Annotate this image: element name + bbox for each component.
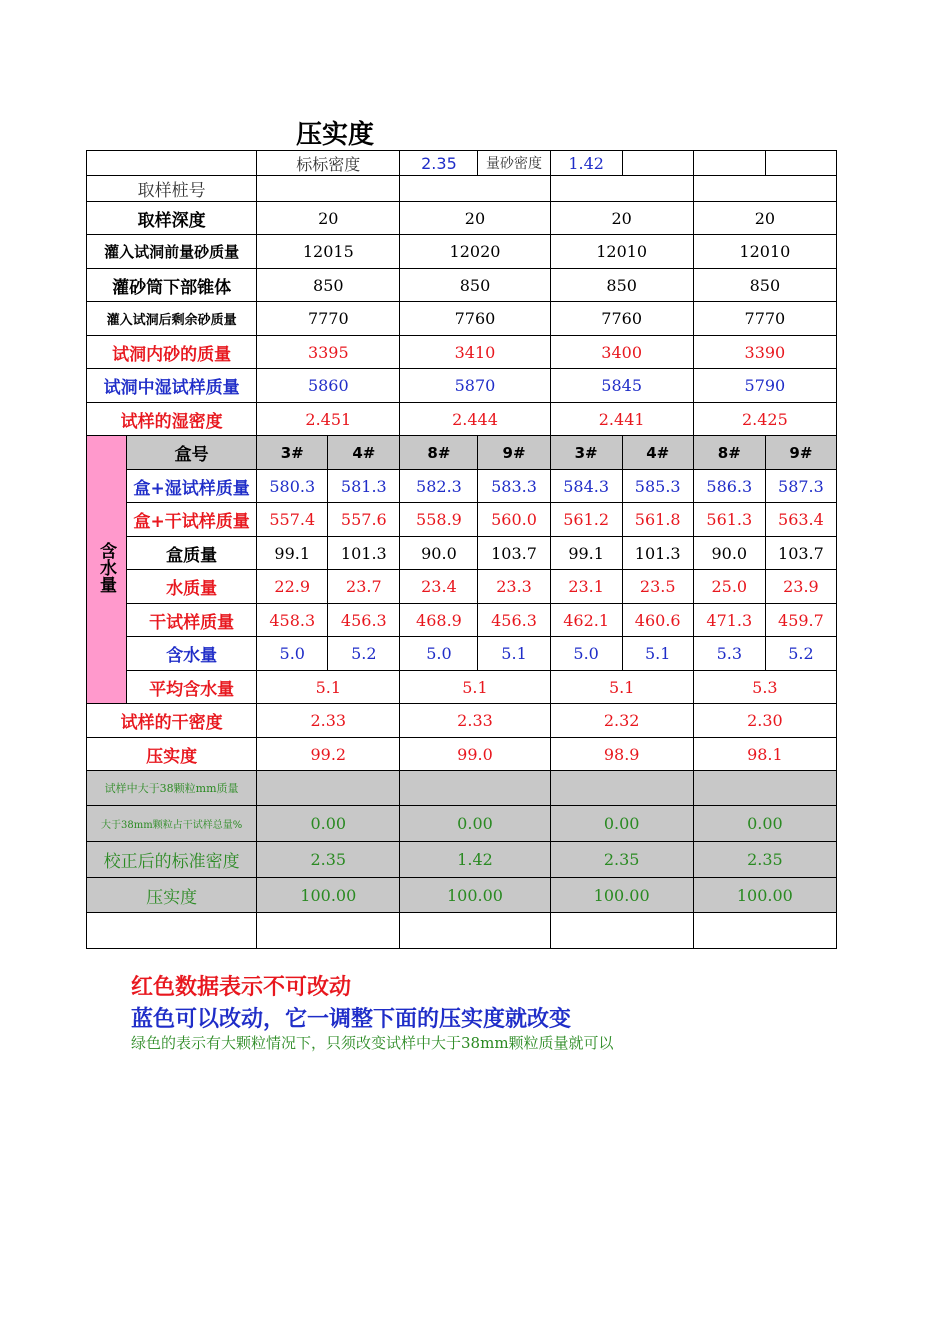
blank-cell[interactable]: [693, 913, 836, 949]
sand-density-value[interactable]: 1.42: [550, 151, 622, 176]
oversize-mass-cell[interactable]: [257, 771, 400, 806]
header-empty-cell[interactable]: [765, 151, 836, 176]
sand-before-cell[interactable]: 12020: [400, 235, 550, 269]
compaction-cell: 99.0: [400, 738, 550, 771]
water-content-cell: 5.2: [328, 637, 400, 671]
box-mass-cell[interactable]: 90.0: [693, 537, 765, 570]
sand-in-hole-cell: 3400: [550, 336, 693, 369]
sand-before-cell[interactable]: 12015: [257, 235, 400, 269]
sand-in-hole-cell: 3410: [400, 336, 550, 369]
pile-cell[interactable]: [257, 176, 400, 202]
cone-cell[interactable]: 850: [693, 269, 836, 302]
sand-before-cell[interactable]: 12010: [550, 235, 693, 269]
compaction-cell: 98.9: [550, 738, 693, 771]
box-mass-cell[interactable]: 103.7: [765, 537, 836, 570]
avg-water-cell: 5.1: [257, 671, 400, 704]
moisture-group-label: 含水量: [96, 542, 117, 593]
cone-label: 灌砂筒下部锥体: [87, 269, 257, 302]
water-cell: 23.5: [622, 570, 693, 604]
water-content-cell: 5.2: [765, 637, 836, 671]
dry-sample-label: 干试样质量: [127, 604, 257, 637]
box-dry-cell: 560.0: [478, 503, 550, 537]
sand-after-label: 灌入试洞后剩余砂质量: [87, 302, 257, 336]
wet-sample-cell[interactable]: 5870: [400, 369, 550, 403]
box-dry-cell: 558.9: [400, 503, 478, 537]
water-cell: 23.7: [328, 570, 400, 604]
box-number: 8#: [400, 436, 478, 470]
dry-sample-cell: 462.1: [550, 604, 622, 637]
box-number: 3#: [550, 436, 622, 470]
box-mass-cell[interactable]: 101.3: [328, 537, 400, 570]
box-wet-cell[interactable]: 585.3: [622, 470, 693, 503]
dry-sample-cell: 458.3: [257, 604, 328, 637]
oversize-pct-cell: 0.00: [693, 806, 836, 842]
dry-density-cell: 2.30: [693, 704, 836, 738]
water-content-label: 含水量: [127, 637, 257, 671]
corrected-compaction-label: 压实度: [87, 878, 257, 913]
oversize-mass-cell[interactable]: [400, 771, 550, 806]
water-label: 水质量: [127, 570, 257, 604]
corrected-density-label: 校正后的标准密度: [87, 842, 257, 878]
wet-sample-cell[interactable]: 5860: [257, 369, 400, 403]
water-cell: 22.9: [257, 570, 328, 604]
wet-density-cell: 2.425: [693, 403, 836, 436]
note-green: 绿色的表示有大颗粒情况下，只须改变试样中大于38mm颗粒质量就可以: [131, 1034, 614, 1052]
water-cell: 23.3: [478, 570, 550, 604]
corrected-compaction-cell: 100.00: [257, 878, 400, 913]
wet-sample-cell[interactable]: 5845: [550, 369, 693, 403]
oversize-pct-cell: 0.00: [550, 806, 693, 842]
dry-sample-cell: 471.3: [693, 604, 765, 637]
water-cell: 23.1: [550, 570, 622, 604]
box-wet-cell[interactable]: 581.3: [328, 470, 400, 503]
sand-after-cell[interactable]: 7770: [693, 302, 836, 336]
water-content-cell: 5.1: [478, 637, 550, 671]
corrected-density-cell: 1.42: [400, 842, 550, 878]
sand-in-hole-cell: 3390: [693, 336, 836, 369]
box-dry-cell: 561.3: [693, 503, 765, 537]
dry-density-label: 试样的干密度: [87, 704, 257, 738]
oversize-pct-label: 大于38mm颗粒占干试样总量%: [87, 806, 257, 842]
wet-density-cell: 2.451: [257, 403, 400, 436]
dry-density-cell: 2.33: [257, 704, 400, 738]
box-label: 盒号: [127, 436, 257, 470]
cone-cell[interactable]: 850: [400, 269, 550, 302]
avg-water-label: 平均含水量: [127, 671, 257, 704]
box-number: 8#: [693, 436, 765, 470]
depth-cell[interactable]: 20: [400, 202, 550, 235]
corrected-density-cell: 2.35: [693, 842, 836, 878]
box-mass-cell[interactable]: 99.1: [550, 537, 622, 570]
avg-water-cell: 5.3: [693, 671, 836, 704]
box-wet-cell[interactable]: 587.3: [765, 470, 836, 503]
cone-cell[interactable]: 850: [550, 269, 693, 302]
water-cell: 23.9: [765, 570, 836, 604]
compaction-cell: 98.1: [693, 738, 836, 771]
box-number: 4#: [328, 436, 400, 470]
box-dry-cell: 561.2: [550, 503, 622, 537]
box-dry-cell: 561.8: [622, 503, 693, 537]
box-wet-cell[interactable]: 580.3: [257, 470, 328, 503]
box-wet-cell[interactable]: 586.3: [693, 470, 765, 503]
box-wet-cell[interactable]: 583.3: [478, 470, 550, 503]
avg-water-cell: 5.1: [550, 671, 693, 704]
legend-notes: [131, 970, 614, 1053]
oversize-pct-cell: 0.00: [400, 806, 550, 842]
compaction-cell: 99.2: [257, 738, 400, 771]
avg-water-cell: 5.1: [400, 671, 550, 704]
blank-cell[interactable]: [257, 913, 400, 949]
pile-cell[interactable]: [400, 176, 550, 202]
std-density-value[interactable]: 2.35: [400, 151, 478, 176]
wet-density-cell: 2.441: [550, 403, 693, 436]
box-dry-cell: 557.4: [257, 503, 328, 537]
depth-cell[interactable]: 20: [693, 202, 836, 235]
box-wet-cell[interactable]: 582.3: [400, 470, 478, 503]
blank-cell[interactable]: [400, 913, 550, 949]
water-content-cell: 5.0: [550, 637, 622, 671]
moisture-group: [87, 436, 127, 704]
wet-sample-cell[interactable]: 5790: [693, 369, 836, 403]
sand-after-cell[interactable]: 7760: [550, 302, 693, 336]
corrected-compaction-cell: 100.00: [400, 878, 550, 913]
sand-before-cell[interactable]: 12010: [693, 235, 836, 269]
depth-label: 取样深度: [87, 202, 257, 235]
compaction-table: [86, 150, 837, 949]
box-mass-cell[interactable]: 99.1: [257, 537, 328, 570]
std-density-label: 标标密度: [257, 151, 400, 176]
pile-cell[interactable]: [693, 176, 836, 202]
dry-density-cell: 2.32: [550, 704, 693, 738]
box-number: 4#: [622, 436, 693, 470]
header-blank: [87, 151, 257, 176]
oversize-mass-cell[interactable]: [550, 771, 693, 806]
corrected-compaction-cell: 100.00: [693, 878, 836, 913]
sand-in-hole-label: 试洞内砂的质量: [87, 336, 257, 369]
oversize-mass-cell[interactable]: [693, 771, 836, 806]
dry-sample-cell: 456.3: [478, 604, 550, 637]
water-content-cell: 5.0: [257, 637, 328, 671]
box-dry-cell: 563.4: [765, 503, 836, 537]
page-title: 压实度: [296, 120, 375, 150]
wet-density-label: 试样的湿密度: [87, 403, 257, 436]
dry-density-cell: 2.33: [400, 704, 550, 738]
cone-cell[interactable]: 850: [257, 269, 400, 302]
box-dry-label: 盒+干试样质量: [127, 503, 257, 537]
box-number: 9#: [765, 436, 836, 470]
dry-sample-cell: 456.3: [328, 604, 400, 637]
box-mass-label: 盒质量: [127, 537, 257, 570]
sand-in-hole-cell: 3395: [257, 336, 400, 369]
dry-sample-cell: 468.9: [400, 604, 478, 637]
oversize-mass-label: 试样中大于38颗粒mm质量: [87, 771, 257, 806]
water-content-cell: 5.0: [400, 637, 478, 671]
depth-cell[interactable]: 20: [550, 202, 693, 235]
box-dry-cell: 557.6: [328, 503, 400, 537]
note-red: 红色数据表示不可改动: [131, 975, 352, 1000]
box-mass-cell[interactable]: 90.0: [400, 537, 478, 570]
box-wet-label: 盒+湿试样质量: [127, 470, 257, 503]
note-blue: 蓝色可以改动，它一调整下面的压实度就改变: [131, 1007, 572, 1032]
pile-cell[interactable]: [550, 176, 693, 202]
dry-sample-cell: 459.7: [765, 604, 836, 637]
depth-cell[interactable]: 20: [257, 202, 400, 235]
corrected-compaction-cell: 100.00: [550, 878, 693, 913]
blank-cell[interactable]: [550, 913, 693, 949]
water-cell: 23.4: [400, 570, 478, 604]
box-mass-cell[interactable]: 103.7: [478, 537, 550, 570]
pile-label: 取样桩号: [87, 176, 257, 202]
dry-sample-cell: 460.6: [622, 604, 693, 637]
box-mass-cell[interactable]: 101.3: [622, 537, 693, 570]
water-cell: 25.0: [693, 570, 765, 604]
sand-after-cell[interactable]: 7770: [257, 302, 400, 336]
header-empty-cell[interactable]: [622, 151, 693, 176]
header-empty-cell[interactable]: [693, 151, 765, 176]
corrected-density-cell: 2.35: [550, 842, 693, 878]
sand-before-label: 灌入试洞前量砂质量: [87, 235, 257, 269]
water-content-cell: 5.3: [693, 637, 765, 671]
corrected-density-cell: 2.35: [257, 842, 400, 878]
compaction-label: 压实度: [87, 738, 257, 771]
blank-cell[interactable]: [87, 913, 257, 949]
box-wet-cell[interactable]: 584.3: [550, 470, 622, 503]
box-number: 9#: [478, 436, 550, 470]
sand-after-cell[interactable]: 7760: [400, 302, 550, 336]
wet-density-cell: 2.444: [400, 403, 550, 436]
sand-density-label: 量砂密度: [478, 151, 550, 176]
box-number: 3#: [257, 436, 328, 470]
water-content-cell: 5.1: [622, 637, 693, 671]
oversize-pct-cell: 0.00: [257, 806, 400, 842]
wet-sample-label: 试洞中湿试样质量: [87, 369, 257, 403]
